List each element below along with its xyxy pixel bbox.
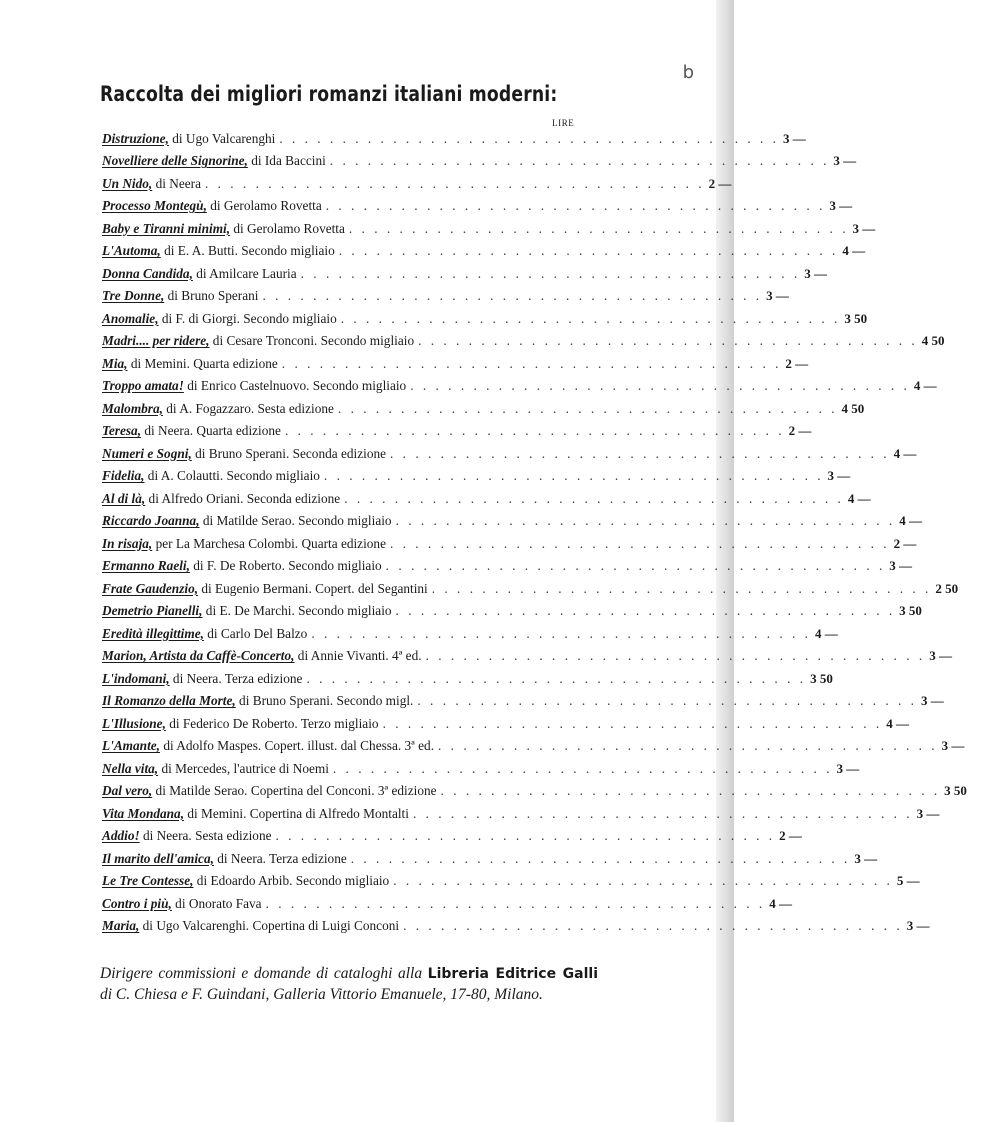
book-price: 3 50	[844, 310, 868, 326]
book-entry	[102, 822, 802, 845]
book-price: 4 —	[899, 513, 922, 528]
dot-leader: . . . . . . . . . . . . . . . . . . . . . . . . . . . . . . . . . . . . . . . .	[311, 625, 811, 641]
book-price: 3 —	[766, 288, 789, 303]
book-entry	[102, 664, 833, 687]
book-entry-text	[102, 288, 258, 304]
book-entry	[102, 844, 878, 867]
book-entry-text	[102, 423, 281, 439]
dot-leader: . . . . . . . . . . . . . . . . . . . . . . . . . . . . . . . . . . . . . . . .	[279, 130, 779, 146]
dot-leader: . . . . . . . . . . . . . . . . . . . . . . . . . . . . . . . . . . . . . . . .	[325, 198, 826, 213]
book-title: Fidelia,	[102, 468, 145, 483]
book-author-info: di Adolfo Maspes. Copert. illust. dal Chessa. 3ª ed.	[160, 738, 435, 753]
book-title: Riccardo Joanna,	[102, 513, 200, 528]
book-entry	[102, 394, 865, 417]
book-entry	[102, 417, 812, 440]
book-entry-text	[102, 356, 278, 372]
book-price: 4 —	[769, 895, 792, 911]
ordering-note-text: Dirigere commissioni e domande di cataloghi alla	[100, 965, 428, 982]
book-title: L'Amante,	[102, 738, 160, 753]
dot-leader: . . . . . . . . . . . . . . . . . . . . . . . . . . . . . . . . . . . . . . . .	[262, 288, 763, 303]
book-entry	[102, 237, 866, 260]
book-title: Malombra,	[102, 400, 163, 416]
book-title: Anomalie,	[102, 310, 159, 326]
book-author-info: di Ida Baccini	[247, 153, 326, 168]
book-entry-text	[102, 513, 392, 529]
dot-leader: . . . . . . . . . . . . . . . . . . . . . . . . . . . . . . . . . . . . . . . .	[403, 918, 903, 933]
book-entry	[102, 259, 828, 282]
dot-leader: . . . . . . . . . . . . . . . . . . . . . . . . . . . . . . . . . . . . . . . .	[306, 670, 807, 686]
book-entry-text	[102, 311, 337, 327]
book-author-info: di Matilde Serao. Copertina del Conconi. 3ª edizione	[152, 783, 437, 798]
page-title: Raccolta dei migliori romanzi italiani moderni:	[100, 82, 558, 106]
price-column-label: LIRE	[552, 118, 575, 128]
book-entry-text	[102, 761, 329, 777]
dot-leader: . . . . . . . . . . . . . . . . . . . . . . . . . . . . . . . . . . . . . . . .	[395, 603, 896, 618]
book-entry	[102, 169, 732, 192]
book-entry	[102, 597, 922, 620]
book-entry-text	[102, 581, 428, 597]
book-author-info: di F. De Roberto. Secondo migliaio	[189, 558, 382, 573]
book-author-info: di Bruno Sperani. Seconda edizione	[191, 445, 387, 461]
ordering-note-address: di C. Chiesa e F. Guindani, Galleria Vittorio Emanuele, 17-80, Milano.	[100, 985, 543, 1003]
book-title: Novelliere delle Signorine,	[102, 153, 248, 168]
book-entry-text	[102, 558, 382, 574]
book-entry	[102, 912, 930, 935]
book-title: Al di là,	[102, 490, 146, 506]
book-author-info: di Gerolamo Rovetta	[230, 220, 345, 236]
book-title: Mia,	[102, 355, 128, 371]
book-entry	[102, 642, 952, 665]
book-entry-text	[102, 131, 275, 147]
book-title: Demetrio Pianelli,	[102, 603, 203, 618]
book-title: Maria,	[102, 918, 140, 933]
book-title: Contro i più,	[102, 895, 172, 911]
book-author-info: di Enrico Castelnuovo. Secondo migliaio	[183, 378, 407, 393]
book-price: 4 —	[913, 378, 937, 393]
book-author-info: di Federico De Roberto. Terzo migliaio	[165, 715, 379, 731]
book-entry-text	[102, 176, 201, 192]
book-entry-text	[102, 671, 302, 687]
book-entry-text	[102, 716, 379, 732]
book-price: 4 —	[886, 715, 909, 731]
dot-leader: . . . . . . . . . . . . . . . . . . . . . . . . . . . . . . . . . . . . . . . .	[385, 558, 886, 573]
book-author-info: di Cesare Tronconi. Secondo migliaio	[209, 333, 415, 348]
book-price: 3 —	[921, 693, 944, 708]
book-entry	[102, 304, 868, 327]
book-title: Teresa,	[102, 423, 142, 438]
dot-leader: . . . . . . . . . . . . . . . . . . . . . . . . . . . . . . . . . . . . . . . .	[348, 220, 849, 236]
dot-leader: . . . . . . . . . . . . . . . . . . . . . . . . . . . . . . . . . . . . . . . .	[332, 760, 833, 776]
book-entry	[102, 799, 940, 822]
book-entry	[102, 192, 853, 215]
book-author-info: di E. A. Butti. Secondo migliaio	[160, 243, 335, 258]
book-entry-text	[102, 693, 413, 709]
book-entry-text	[102, 851, 347, 867]
book-entry-text	[102, 221, 345, 237]
book-price: 4 —	[814, 625, 838, 641]
book-price: 3 50	[944, 783, 967, 798]
dot-leader: . . . . . . . . . . . . . . . . . . . . . . . . . . . . . . . . . . . . . . . .	[284, 423, 785, 438]
book-price: 3 —	[941, 738, 965, 753]
book-entry-text	[102, 918, 399, 934]
book-author-info: di A. Fogazzaro. Sesta edizione	[162, 400, 334, 416]
dot-leader: . . . . . . . . . . . . . . . . . . . . . . . . . . . . . . . . . . . . . . . .	[340, 310, 841, 326]
book-entry	[102, 462, 851, 485]
book-price: 4 50	[921, 333, 945, 348]
book-price: 4 —	[847, 490, 871, 506]
book-entry-text	[102, 603, 392, 619]
book-price: 4 —	[893, 445, 917, 461]
book-title: Addio!	[102, 828, 140, 843]
dot-leader: . . . . . . . . . . . . . . . . . . . . . . . . . . . . . . . . . . . . . . . .	[350, 850, 851, 866]
dot-leader: . . . . . . . . . . . . . . . . . . . . . . . . . . . . . . . . . . . . . . . .	[329, 153, 830, 168]
book-entry-text	[102, 378, 406, 394]
book-title: Distruzione,	[102, 130, 169, 146]
dot-leader: . . . . . . . . . . . . . . . . . . . . . . . . . . . . . . . . . . . . . . . .	[390, 445, 890, 461]
dot-leader: . . . . . . . . . . . . . . . . . . . . . . . . . . . . . . . . . . . . . . . .	[275, 828, 776, 843]
book-title: Baby e Tiranni minimi,	[102, 220, 231, 236]
book-entry-text	[102, 243, 335, 259]
book-price: 4 50	[841, 400, 865, 416]
book-entry-text	[102, 738, 434, 754]
book-price: 3 —	[906, 918, 930, 933]
book-title: Madri.... per ridere,	[102, 333, 210, 348]
handwritten-page-mark: b	[682, 62, 694, 83]
dot-leader: . . . . . . . . . . . . . . . . . . . . . . . . . . . . . . . . . . . . . . . .	[417, 693, 918, 708]
book-entry	[102, 439, 917, 462]
book-list	[102, 124, 967, 934]
book-author-info: di Neera	[152, 175, 201, 191]
book-price: 2 —	[785, 355, 809, 371]
book-entry	[102, 349, 809, 372]
book-title: Troppo amata!	[102, 378, 184, 393]
ordering-note	[100, 964, 598, 1004]
book-entry	[102, 754, 860, 777]
book-author-info: di Neera. Sesta edizione	[139, 828, 272, 843]
book-title: Frate Gaudenzio,	[102, 580, 199, 596]
dot-leader: . . . . . . . . . . . . . . . . . . . . . . . . . . . . . . . . . . . . . . . .	[382, 715, 883, 731]
dot-leader: . . . . . . . . . . . . . . . . . . . . . . . . . . . . . . . . . . . . . . . .	[393, 873, 893, 888]
book-entry	[102, 484, 871, 507]
book-entry	[102, 709, 909, 732]
book-author-info: di Neera. Quarta edizione	[141, 423, 281, 438]
book-entry	[102, 124, 806, 147]
book-entry	[102, 619, 838, 642]
book-author-info: di Neera. Terza edizione	[213, 850, 347, 866]
book-author-info: di A. Colautti. Secondo migliaio	[144, 468, 320, 483]
book-price: 3 —	[827, 468, 851, 483]
book-price: 3 50	[899, 603, 922, 618]
dot-leader: . . . . . . . . . . . . . . . . . . . . . . . . . . . . . . . . . . . . . . . .	[412, 805, 913, 821]
dot-leader: . . . . . . . . . . . . . . . . . . . . . . . . . . . . . . . . . . . . . . . .	[395, 513, 896, 528]
book-title: Marion, Artista da Caffè-Concerto,	[102, 648, 295, 663]
book-author-info: di Memini. Quarta edizione	[127, 355, 278, 371]
book-author-info: di F. di Giorgi. Secondo migliaio	[158, 310, 337, 326]
book-title: Vita Mondana,	[102, 805, 185, 821]
book-title: Nella vita,	[102, 760, 159, 776]
dot-leader: . . . . . . . . . . . . . . . . . . . . . . . . . . . . . . . . . . . . . . . .	[344, 490, 844, 506]
book-author-info: di Ugo Valcarenghi. Copertina di Luigi Conconi	[139, 918, 400, 933]
book-author-info: di E. De Marchi. Secondo migliaio	[202, 603, 392, 618]
book-price: 3 —	[833, 153, 857, 168]
book-title: Numeri e Sogni,	[102, 445, 192, 461]
book-entry-text	[102, 153, 326, 169]
dot-leader: . . . . . . . . . . . . . . . . . . . . . . . . . . . . . . . . . . . . . . . .	[337, 400, 838, 416]
book-author-info: per La Marchesa Colombi. Quarta edizione	[152, 535, 386, 551]
book-entry-text	[102, 266, 297, 282]
book-entry	[102, 147, 857, 170]
book-entry-text	[102, 446, 386, 462]
book-title: Dal vero,	[102, 783, 153, 798]
dot-leader: . . . . . . . . . . . . . . . . . . . . . . . . . . . . . . . . . . . . . . . .	[323, 468, 824, 483]
book-author-info: di Neera. Terza edizione	[169, 670, 303, 686]
book-entry	[102, 687, 944, 710]
book-entry	[102, 282, 789, 305]
book-price: 2 50	[935, 580, 959, 596]
book-author-info: di Gerolamo Rovetta	[206, 198, 322, 213]
book-author-info: di Memini. Copertina di Alfredo Montalti	[184, 805, 409, 821]
book-entry	[102, 777, 967, 800]
book-title: Il marito dell'amica,	[102, 850, 214, 866]
book-title: Ermanno Raeli,	[102, 558, 190, 573]
book-entry-text	[102, 896, 262, 912]
book-price: 3 —	[782, 130, 806, 146]
book-entry-text	[102, 626, 307, 642]
book-entry-text	[102, 648, 422, 664]
book-title: Un Nido,	[102, 175, 153, 191]
book-entry-text	[102, 468, 320, 484]
book-entry	[102, 867, 920, 890]
book-entry	[102, 889, 792, 912]
book-title: Donna Candida,	[102, 265, 193, 281]
book-title: Eredità illegittime,	[102, 625, 204, 641]
dot-leader: . . . . . . . . . . . . . . . . . . . . . . . . . . . . . . . . . . . . . . . .	[281, 355, 782, 371]
book-price: 2 —	[893, 535, 917, 551]
book-price: 5 —	[896, 873, 920, 888]
book-entry-text	[102, 873, 389, 889]
book-price: 3 —	[836, 760, 860, 776]
book-author-info: di Annie Vivanti. 4ª ed.	[294, 648, 422, 663]
book-title: Tre Donne,	[102, 288, 165, 303]
book-price: 3 50	[810, 670, 833, 686]
book-title: L'Illusione,	[102, 715, 166, 731]
publisher-name: Libreria Editrice Galli	[427, 966, 598, 982]
dot-leader: . . . . . . . . . . . . . . . . . . . . . . . . . . . . . . . . . . . . . . . .	[410, 378, 910, 393]
book-author-info: di Amilcare Lauria	[192, 265, 297, 281]
dot-leader: . . . . . . . . . . . . . . . . . . . . . . . . . . . . . . . . . . . . . . . .	[438, 738, 938, 753]
book-price: 3 —	[852, 220, 876, 236]
book-price: 2 —	[708, 175, 732, 191]
book-price: 2 —	[788, 423, 812, 438]
dot-leader: . . . . . . . . . . . . . . . . . . . . . . . . . . . . . . . . . . . . . . . .	[300, 265, 801, 281]
book-author-info: di Edoardo Arbib. Secondo migliaio	[193, 873, 390, 888]
book-entry	[102, 574, 959, 597]
dot-leader: . . . . . . . . . . . . . . . . . . . . . . . . . . . . . . . . . . . . . . . .	[440, 783, 941, 798]
book-title: In risaja,	[102, 535, 153, 551]
book-entry-text	[102, 806, 409, 822]
book-price: 2 —	[779, 828, 802, 843]
dot-leader: . . . . . . . . . . . . . . . . . . . . . . . . . . . . . . . . . . . . . . . .	[338, 243, 839, 258]
book-title: L'indomani,	[102, 670, 170, 686]
book-entry-text	[102, 333, 414, 349]
book-entry-text	[102, 401, 334, 417]
book-price: 4 —	[842, 243, 866, 258]
book-price: 3 —	[829, 198, 853, 213]
book-author-info: di Onorato Fava	[171, 895, 262, 911]
book-entry-text	[102, 491, 340, 507]
book-entry	[102, 552, 913, 575]
book-author-info: di Alfredo Oriani. Seconda edizione	[145, 490, 341, 506]
dot-leader: . . . . . . . . . . . . . . . . . . . . . . . . . . . . . . . . . . . . . . . .	[204, 175, 705, 191]
book-price: 3 —	[889, 558, 913, 573]
book-author-info: di Eugenio Bermani. Copert. del Segantini	[198, 580, 428, 596]
book-entry	[102, 214, 876, 237]
book-entry-text	[102, 828, 272, 844]
dot-leader: . . . . . . . . . . . . . . . . . . . . . . . . . . . . . . . . . . . . . . . .	[431, 580, 932, 596]
book-author-info: di Matilde Serao. Secondo migliaio	[199, 513, 392, 528]
book-author-info: di Mercedes, l'autrice di Noemi	[158, 760, 329, 776]
book-entry	[102, 529, 917, 552]
book-title: Il Romanzo della Morte,	[102, 693, 236, 708]
book-author-info: di Ugo Valcarenghi	[168, 130, 276, 146]
book-entry	[102, 372, 937, 395]
book-entry	[102, 732, 965, 755]
book-entry-text	[102, 536, 386, 552]
dot-leader: . . . . . . . . . . . . . . . . . . . . . . . . . . . . . . . . . . . . . . . .	[418, 333, 918, 348]
book-title: Le Tre Contesse,	[102, 873, 194, 888]
book-price: 3 —	[929, 648, 952, 663]
dot-leader: . . . . . . . . . . . . . . . . . . . . . . . . . . . . . . . . . . . . . . . .	[425, 648, 926, 663]
book-price: 3 —	[916, 805, 940, 821]
book-price: 3 —	[804, 265, 828, 281]
book-entry	[102, 507, 922, 530]
book-title: Processo Montegù,	[102, 198, 207, 213]
book-price: 3 —	[854, 850, 878, 866]
dot-leader: . . . . . . . . . . . . . . . . . . . . . . . . . . . . . . . . . . . . . . . .	[389, 535, 890, 551]
dot-leader: . . . . . . . . . . . . . . . . . . . . . . . . . . . . . . . . . . . . . . . .	[265, 895, 766, 911]
book-title: L'Automa,	[102, 243, 161, 258]
book-entry-text	[102, 198, 322, 214]
book-author-info: di Carlo Del Balzo	[203, 625, 308, 641]
book-author-info: di Bruno Sperani	[164, 288, 259, 303]
book-entry-text	[102, 783, 437, 799]
book-author-info: di Bruno Sperani. Secondo migl.	[235, 693, 414, 708]
book-entry	[102, 327, 945, 350]
